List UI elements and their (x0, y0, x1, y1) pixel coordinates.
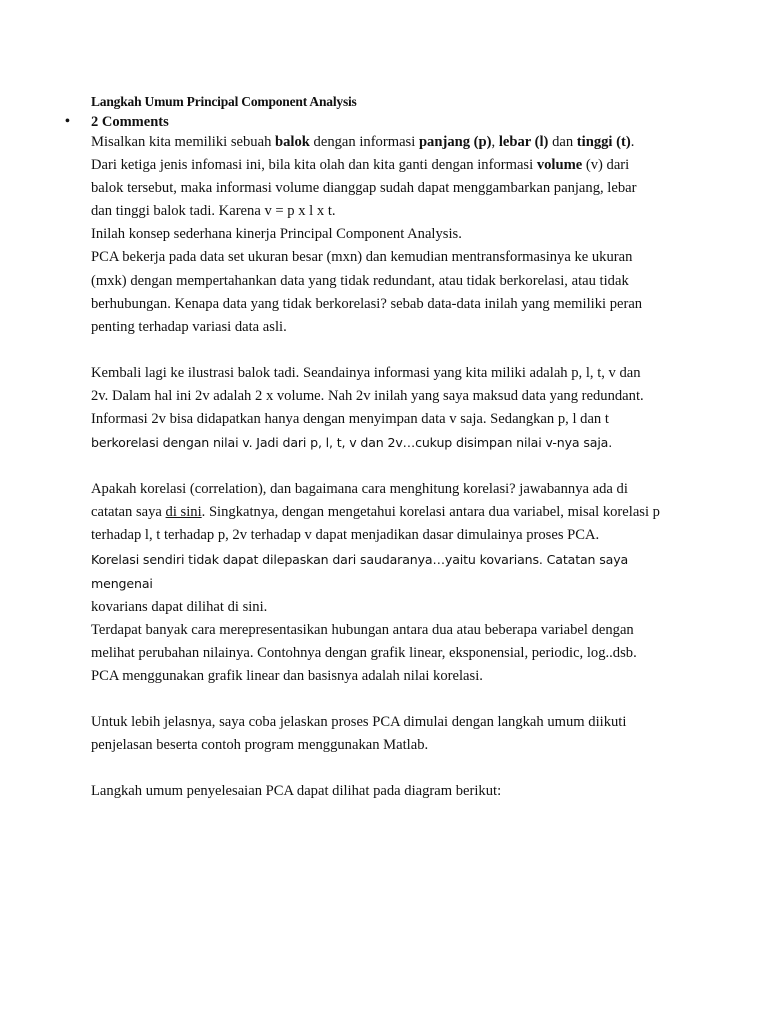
paragraph-balok-intro (91, 131, 691, 223)
comments-count: 2 Comments (91, 114, 169, 130)
text-line: melihat perubahan nilainya. Contohnya dengan grafik linear, eksponensial, periodic, log..dsb. (91, 644, 637, 661)
text-span: . (630, 134, 635, 150)
bold-term-panjang: panjang (p) (418, 134, 492, 150)
text-line: Untuk lebih jelasnya, saya coba jelaskan proses PCA dimulai dengan langkah umum diikuti (91, 714, 627, 731)
article-body (91, 131, 691, 803)
text-span: (v) dari (582, 157, 630, 174)
text-line: berkorelasi dengan nilai v. Jadi dari p, l, t, v dan 2v…cukup disimpan nilai v-nya saja. (91, 435, 613, 451)
paragraph-diagram-intro: Langkah umum penyelesaian PCA dapat dilihat pada diagram berikut: (91, 783, 502, 800)
paragraph-korelasi (91, 478, 691, 619)
paragraph-penjelasan (91, 711, 691, 757)
text-line: kovarians dapat dilihat di sini. (91, 598, 268, 615)
text-span: dengan informasi (309, 134, 419, 150)
bullet-icon: • (65, 114, 70, 129)
di-sini-link[interactable]: di sini (165, 504, 202, 521)
text-line: PCA menggunakan grafik linear dan basisnya adalah nilai korelasi. (91, 667, 483, 684)
text-line: penting terhadap variasi data asli. (91, 318, 287, 335)
text-line: PCA bekerja pada data set ukuran besar (mxn) dan kemudian mentransformasinya ke ukuran (91, 249, 633, 266)
paragraph-konsep: Inilah konsep sederhana kinerja Principal Component Analysis. (91, 226, 462, 243)
bold-term-tinggi: tinggi (t) (576, 134, 631, 150)
text-line: dan tinggi balok tadi. Karena v = p x l x t. (91, 203, 336, 220)
text-line: Apakah korelasi (correlation), dan bagaimana cara menghitung korelasi? jawabannya ada di (91, 481, 628, 498)
paragraph-spacer (91, 455, 691, 478)
text-span: dan (548, 134, 577, 150)
comments-list-item (65, 113, 691, 131)
text-span: . Singkatnya, dengan mengetahui korelasi antara dua variabel, misal korelasi p (201, 504, 660, 521)
paragraph-spacer (91, 339, 691, 362)
text-line: (mxk) dengan mempertahankan data yang tidak redundant, atau tidak berkorelasi, atau tidak (91, 272, 629, 289)
document-page (65, 93, 691, 803)
text-span: catatan saya (91, 504, 166, 521)
text-line: Terdapat banyak cara merepresentasikan hubungan antara dua atau beberapa variabel dengan (91, 621, 634, 638)
text-line: Korelasi sendiri tidak dapat dilepaskan dari saudaranya…yaitu kovarians. Catatan saya mengenai (91, 551, 629, 591)
bold-term-balok: balok (275, 134, 310, 150)
document-title: Langkah Umum Principal Component Analysis (91, 94, 357, 109)
paragraph-pca-bekerja (91, 246, 691, 338)
paragraph-spacer (91, 757, 691, 780)
text-span: Dari ketiga jenis infomasi ini, bila kita olah dan kita ganti dengan informasi (91, 157, 537, 174)
paragraph-spacer (91, 688, 691, 711)
text-line: Kembali lagi ke ilustrasi balok tadi. Seandainya informasi yang kita miliki adalah p, l, t, v dan (91, 364, 641, 381)
bold-term-lebar: lebar (l) (498, 134, 549, 150)
text-line: balok tersebut, maka informasi volume dianggap sudah dapat menggambarkan panjang, lebar (91, 180, 637, 197)
text-line: 2v. Dalam hal ini 2v adalah 2 x volume. Nah 2v inilah yang saya maksud data yang redundant. (91, 387, 644, 404)
bold-term-volume: volume (536, 157, 583, 174)
text-line: penjelasan beserta contoh program menggunakan Matlab. (91, 737, 429, 754)
text-line: berhubungan. Kenapa data yang tidak berkorelasi? sebab data-data inilah yang memiliki peran (91, 295, 643, 312)
paragraph-ilustrasi (91, 362, 691, 455)
text-span: , (491, 134, 499, 150)
text-line: Informasi 2v bisa didapatkan hanya dengan menyimpan data v saja. Sedangkan p, l dan t (91, 411, 609, 428)
paragraph-grafik (91, 619, 691, 688)
text-line: terhadap l, t terhadap p, 2v terhadap v dapat menjadikan dasar dimulainya proses PCA. (91, 527, 600, 544)
text-span: Misalkan kita memiliki sebuah (91, 134, 276, 150)
